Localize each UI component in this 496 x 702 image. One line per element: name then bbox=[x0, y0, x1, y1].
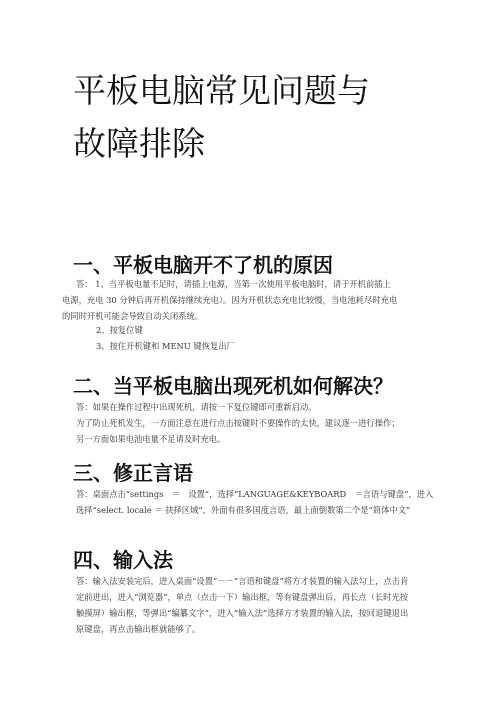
section-3-heading: 三、修正言语 bbox=[73, 461, 193, 485]
section-2-line-3: 另一方面如果电池电量不足请及时充电。 bbox=[76, 434, 226, 444]
section-4-line-4: 原键盘，再点击输出框就能够了。 bbox=[76, 624, 201, 634]
section-1-item-2: 2、按复位键 bbox=[96, 325, 143, 335]
section-3-line-1: 答：桌面点击“settings ＝ 设置”，选择“LANGUAGE&KEYBOARD ＝言语与键盘”，进入 bbox=[76, 489, 434, 499]
section-2-answer bbox=[62, 399, 434, 447]
section-4-line-2: 定前进出，进入“浏览器”，单点（点击一下）输出框，等有键盘弹出后，再长点（长时光按 bbox=[76, 592, 409, 602]
section-1-line-2: 电源，充电 30 分钟后再开机保持继续充电）。因为开机状态充电比较慢，当电池耗尽时充电 bbox=[62, 295, 398, 305]
section-2-heading: 二、当平板电脑出现死机如何解决？ bbox=[73, 374, 393, 398]
section-4-heading: 四、输入法 bbox=[73, 548, 173, 572]
section-1-line-3: 的同时开机可能会导致自动关闭系统。 bbox=[62, 311, 204, 321]
section-4-line-3: 触摸屏）输出框，等弹出“编纂文字”，进入“输入法”选择方才装置的输入法，按回退键退出 bbox=[76, 608, 409, 618]
section-1-line-1: 答： 1、当平板电量不足时，请插上电源，当第一次使用平板电脑时，请于开机前插上 bbox=[76, 279, 391, 289]
section-3-line-2: 选择“select. locale ＝ 抉择区域”，外面有很多国度言语，最上面倒数第二个是“简体中文” bbox=[76, 505, 411, 515]
section-2-line-2: 为了防止死机发生，一方面注意在进行点击按键时不要操作的太快，建议逐一进行操作； bbox=[76, 418, 400, 428]
section-3-answer bbox=[62, 486, 434, 518]
title-line-1: 平板电脑常见问题与 bbox=[73, 71, 370, 110]
section-4-line-1: 答：输入法安装完后，进入桌面“设置”－－“言语和键盘”将方才装置的输入法勾上，点击肯 bbox=[76, 576, 409, 586]
section-2-line-1: 答：如果在操作过程中出现死机，请按一下复位键即可重新启动。 bbox=[76, 402, 317, 412]
title-line-2: 故障排除 bbox=[73, 124, 205, 163]
section-1-heading: 一、平板电脑开不了机的原因 bbox=[73, 253, 333, 277]
section-4-answer bbox=[62, 573, 434, 637]
section-1-item-3: 3、按住开机键和 MENU 键恢复出厂 bbox=[96, 341, 235, 351]
section-1-answer bbox=[62, 276, 434, 324]
document-title bbox=[73, 64, 433, 170]
